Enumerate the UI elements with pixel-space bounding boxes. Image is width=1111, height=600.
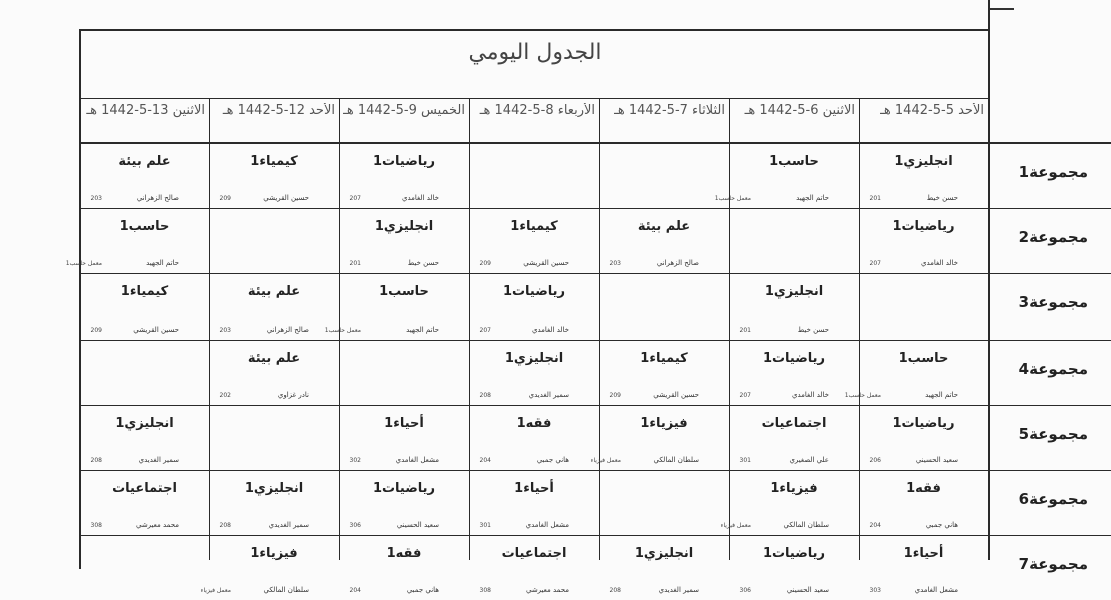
day-header: الثلاثاء 7-5-1442 هـ — [614, 103, 725, 118]
room-number: 201 — [349, 260, 361, 267]
group-label: مجموعة1 — [1018, 163, 1088, 181]
schedule-cell — [469, 470, 599, 535]
teacher-name: حسن خيط — [797, 326, 829, 334]
room-number: 208 — [479, 392, 491, 399]
group-label: مجموعة4 — [1018, 360, 1088, 378]
schedule-cell — [80, 143, 209, 208]
schedule-cell — [469, 208, 599, 273]
table-top-border — [79, 29, 990, 31]
subject-name: رياضيات1 — [762, 351, 826, 366]
subject-name: رياضيات1 — [372, 481, 436, 496]
room-number: 209 — [479, 260, 491, 267]
teacher-name: سمير الغديدي — [268, 521, 309, 529]
subject-name: حاسب1 — [119, 219, 170, 234]
schedule-cell — [209, 143, 339, 208]
subject-name: كيمياء1 — [640, 351, 688, 366]
teacher-name: هاني جمبي — [406, 586, 439, 594]
day-header: الاثنين 13-5-1442 هـ — [86, 103, 205, 118]
room-number: معمل فيزياء — [590, 457, 621, 464]
teacher-name: محمد معيرشي — [135, 521, 179, 529]
subject-name: اجتماعيات — [761, 416, 827, 431]
group-label: مجموعة6 — [1018, 490, 1088, 508]
teacher-name: صالح الزهراني — [656, 259, 699, 267]
group-label: مجموعة3 — [1018, 293, 1088, 311]
teacher-name: سعيد الحسيني — [396, 521, 439, 529]
schedule-cell — [599, 535, 729, 600]
subject-name: علم بيئة — [637, 219, 691, 234]
teacher-name: حسن خيط — [926, 194, 958, 202]
teacher-name: حاتم الجهيد — [796, 194, 829, 202]
schedule-cell — [209, 273, 339, 340]
schedule-cell — [339, 143, 469, 208]
teacher-name: خالد الغامدي — [792, 391, 829, 399]
room-number: معمل حاسب1 — [844, 392, 881, 399]
subject-name: انجليزي1 — [894, 154, 953, 169]
teacher-name: محمد معيرشي — [525, 586, 569, 594]
schedule-cell — [859, 535, 988, 600]
subject-name: انجليزي1 — [504, 351, 564, 366]
room-number: 301 — [479, 522, 491, 529]
teacher-name: حسين القريشي — [133, 326, 179, 334]
schedule-cell — [729, 273, 859, 340]
group-label: مجموعة7 — [1018, 555, 1088, 573]
schedule-cell — [859, 143, 988, 208]
room-number: 207 — [349, 195, 361, 202]
subject-name: علم بيئة — [247, 351, 301, 366]
schedule-cell — [590, 405, 729, 470]
title-bottom-border — [80, 98, 990, 99]
teacher-name: حاتم الجهيد — [146, 259, 179, 267]
room-number: معمل حاسب1 — [65, 260, 102, 267]
schedule-cell — [209, 470, 339, 535]
room-number: 306 — [739, 587, 751, 594]
teacher-name: صالح الزهراني — [266, 326, 309, 334]
teacher-name: سلطان المالكي — [783, 521, 829, 529]
column-divider — [599, 98, 600, 560]
schedule-cell — [729, 405, 859, 470]
room-number: معمل حاسب1 — [324, 327, 361, 334]
teacher-name: حسن خيط — [407, 259, 439, 267]
subject-name: رياضيات1 — [762, 546, 826, 561]
room-number: 209 — [609, 392, 621, 399]
teacher-name: خالد الغامدي — [921, 259, 958, 267]
table-right-border — [988, 0, 990, 560]
subject-name: انجليزي1 — [764, 284, 824, 299]
room-number: معمل حاسب1 — [714, 195, 751, 202]
schedule-cell — [859, 405, 988, 470]
teacher-name: سلطان المالكي — [263, 586, 309, 594]
schedule-cell — [339, 470, 469, 535]
subject-name: حاسب1 — [898, 351, 949, 366]
subject-name: رياضيات1 — [372, 154, 436, 169]
room-number: 308 — [479, 587, 491, 594]
teacher-name: هاني جمبي — [536, 456, 569, 464]
subject-name: فيزياء1 — [640, 416, 688, 431]
teacher-name: نادر غزاوي — [277, 391, 309, 399]
day-header: الأربعاء 8-5-1442 هـ — [479, 103, 595, 118]
subject-name: اجتماعيات — [112, 481, 177, 496]
subject-name: علم بيئة — [118, 154, 171, 169]
teacher-name: هاني جمبي — [925, 521, 958, 529]
teacher-name: خالد الغامدي — [532, 326, 569, 334]
subject-name: أحياء1 — [514, 481, 554, 496]
room-number: 203 — [219, 327, 231, 334]
schedule-cell — [80, 273, 209, 340]
schedule-cell — [714, 143, 859, 208]
subject-name: اجتماعيات — [501, 546, 567, 561]
room-number: 203 — [90, 195, 102, 202]
room-number: 207 — [739, 392, 751, 399]
teacher-name: سعيد الحسيني — [786, 586, 829, 594]
subject-name: كيمياء1 — [510, 219, 558, 234]
teacher-name: سلطان المالكي — [653, 456, 699, 464]
subject-name: رياضيات1 — [502, 284, 566, 299]
schedule-cell — [209, 340, 339, 405]
subject-name: حاسب1 — [379, 284, 429, 299]
room-number: 204 — [479, 457, 491, 464]
room-number: 206 — [869, 457, 881, 464]
subject-name: أحياء1 — [384, 416, 424, 431]
subject-name: انجليزي1 — [244, 481, 304, 496]
room-number: 209 — [90, 327, 102, 334]
schedule-cell — [729, 535, 859, 600]
teacher-name: علي الصغيري — [789, 456, 829, 464]
schedule-cell — [200, 535, 339, 600]
schedule-cell — [339, 208, 469, 273]
schedule-cell — [599, 208, 729, 273]
schedule-cell — [469, 535, 599, 600]
schedule-title: الجدول اليومي — [468, 40, 602, 65]
subject-name: فيزياء1 — [770, 481, 818, 496]
page-corner-mark — [990, 0, 1014, 10]
room-number: 207 — [479, 327, 491, 334]
subject-name: فقه1 — [386, 546, 422, 561]
teacher-name: مشعل الغامدي — [914, 586, 958, 594]
schedule-cell — [339, 405, 469, 470]
teacher-name: سمير الغديدي — [528, 391, 569, 399]
schedule-cell — [729, 340, 859, 405]
subject-name: انجليزي1 — [634, 546, 694, 561]
room-number: 204 — [349, 587, 361, 594]
teacher-name: حسين القريشي — [523, 259, 569, 267]
room-number: 306 — [349, 522, 361, 529]
schedule-cell — [469, 405, 599, 470]
room-number: 302 — [349, 457, 361, 464]
room-number: 207 — [869, 260, 881, 267]
schedule-cell — [80, 405, 209, 470]
teacher-name: مشعل الغامدي — [525, 521, 569, 529]
room-number: معمل فيزياء — [720, 522, 751, 529]
teacher-name: سعيد الحسيني — [915, 456, 958, 464]
group-label: مجموعة2 — [1018, 228, 1088, 246]
room-number: 202 — [219, 392, 231, 399]
schedule-cell — [859, 470, 988, 535]
teacher-name: حسين القريشي — [263, 194, 309, 202]
room-number: 308 — [90, 522, 102, 529]
room-number: 208 — [609, 587, 621, 594]
room-number: 301 — [739, 457, 751, 464]
subject-name: كيمياء1 — [250, 154, 298, 169]
schedule-cell — [844, 340, 988, 405]
teacher-name: حسين القريشي — [653, 391, 699, 399]
room-number: 201 — [739, 327, 751, 334]
room-number: 209 — [219, 195, 231, 202]
schedule-cell — [339, 535, 469, 600]
room-number: 204 — [869, 522, 881, 529]
schedule-cell — [80, 470, 209, 535]
subject-name: فيزياء1 — [250, 546, 298, 561]
subject-name: انجليزي1 — [115, 416, 174, 431]
teacher-name: خالد الغامدي — [402, 194, 439, 202]
subject-name: انجليزي1 — [374, 219, 434, 234]
teacher-name: صالح الزهراني — [136, 194, 179, 202]
day-header: الأحد 12-5-1442 هـ — [222, 103, 335, 118]
subject-name: علم بيئة — [247, 284, 301, 299]
teacher-name: حاتم الجهيد — [406, 326, 439, 334]
subject-name: رياضيات1 — [892, 416, 955, 431]
room-number: 203 — [609, 260, 621, 267]
day-header: الاثنين 6-5-1442 هـ — [744, 103, 855, 118]
schedule-cell — [859, 208, 988, 273]
schedule-cell — [599, 340, 729, 405]
subject-name: فقه1 — [516, 416, 552, 431]
schedule-cell — [469, 273, 599, 340]
schedule-cell — [65, 208, 209, 273]
subject-name: رياضيات1 — [892, 219, 955, 234]
room-number: 208 — [90, 457, 102, 464]
day-header: الأحد 5-5-1442 هـ — [880, 103, 984, 118]
subject-name: حاسب1 — [769, 154, 819, 169]
room-number: معمل فيزياء — [200, 587, 231, 594]
room-number: 303 — [869, 587, 881, 594]
teacher-name: سمير الغديدي — [658, 586, 699, 594]
subject-name: فقه1 — [906, 481, 941, 496]
teacher-name: سمير الغديدي — [138, 456, 179, 464]
schedule-cell — [324, 273, 469, 340]
teacher-name: حاتم الجهيد — [925, 391, 958, 399]
room-number: 208 — [219, 522, 231, 529]
schedule-cell — [469, 340, 599, 405]
room-number: 201 — [869, 195, 881, 202]
subject-name: كيمياء1 — [120, 284, 169, 299]
day-header: الخميس 9-5-1442 هـ — [343, 103, 465, 118]
group-label: مجموعة5 — [1018, 425, 1088, 443]
teacher-name: مشعل الغامدي — [395, 456, 439, 464]
subject-name: أحياء1 — [903, 546, 944, 561]
schedule-cell — [720, 470, 859, 535]
